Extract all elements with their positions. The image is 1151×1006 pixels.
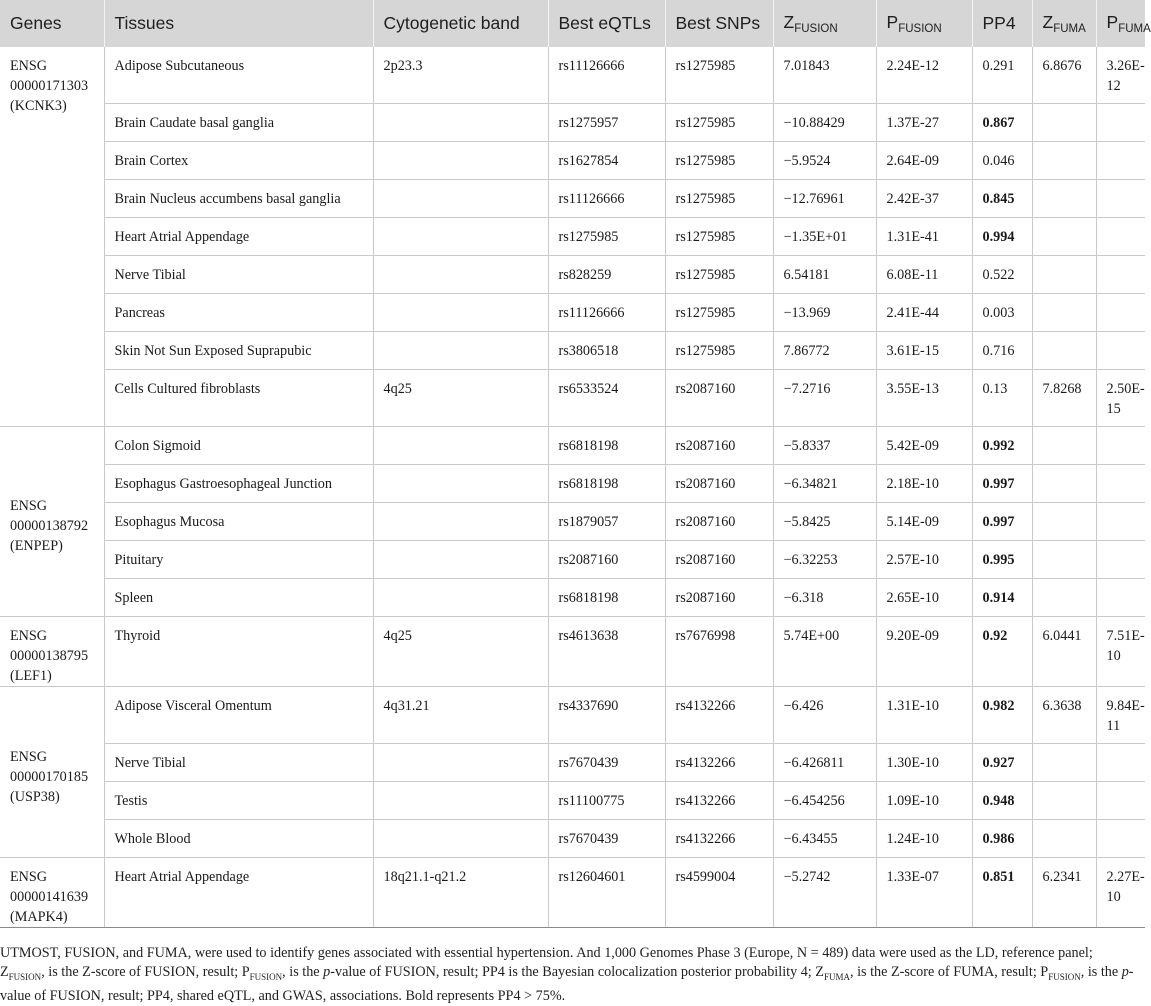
z-fusion-cell: 5.74E+00 — [773, 617, 876, 687]
tissue-cell: Whole Blood — [104, 820, 373, 858]
p-fusion-cell: 2.57E-10 — [876, 541, 972, 579]
z-fusion-cell: −5.8425 — [773, 503, 876, 541]
best-eqtl-cell: rs1275957 — [548, 104, 665, 142]
cytogenetic-band-cell: 4q25 — [373, 617, 548, 687]
p-fusion-cell: 3.61E-15 — [876, 332, 972, 370]
tissue-cell: Heart Atrial Appendage — [104, 858, 373, 928]
best-eqtl-cell: rs6818198 — [548, 579, 665, 617]
z-fuma-cell — [1032, 820, 1096, 858]
p-fuma-cell — [1096, 782, 1145, 820]
z-fusion-cell: 6.54181 — [773, 256, 876, 294]
best-snp-cell: rs1275985 — [665, 180, 773, 218]
z-fuma-cell — [1032, 332, 1096, 370]
gene-cell — [0, 47, 104, 427]
gene-id-line: ENSG — [10, 628, 48, 644]
cytogenetic-band-cell: 4q25 — [373, 370, 548, 427]
pp4-cell: 0.997 — [972, 465, 1032, 503]
z-fuma-cell — [1032, 294, 1096, 332]
p-fuma-cell — [1096, 180, 1145, 218]
gene-symbol: (LEF1) — [10, 668, 52, 684]
table-row — [0, 617, 1145, 687]
pp4-cell: 0.046 — [972, 142, 1032, 180]
cytogenetic-band-cell — [373, 541, 548, 579]
cytogenetic-band-cell: 2p23.3 — [373, 47, 548, 104]
header-z-fusion: $Z_{FUSION}$ — [773, 0, 876, 47]
gene-id-line: 00000138795 — [10, 648, 89, 664]
best-snp-cell: rs2087160 — [665, 579, 773, 617]
tissue-cell: Heart Atrial Appendage — [104, 218, 373, 256]
table-row — [0, 104, 1145, 142]
p-fusion-cell: 2.65E-10 — [876, 579, 972, 617]
pp4-cell: 0.986 — [972, 820, 1032, 858]
header-tissues: Tissues — [104, 0, 373, 47]
gene-id-line: ENSG — [10, 748, 48, 765]
z-fuma-cell — [1032, 579, 1096, 617]
table-row — [0, 142, 1145, 180]
p-fuma-cell — [1096, 427, 1145, 465]
z-fusion-cell: −6.454256 — [773, 782, 876, 820]
p-fuma-cell — [1096, 579, 1145, 617]
tissue-cell: Nerve Tibial — [104, 744, 373, 782]
table-row — [0, 744, 1145, 782]
z-fusion-cell: −6.318 — [773, 579, 876, 617]
pp4-cell: 0.994 — [972, 218, 1032, 256]
gene-cell — [0, 617, 104, 687]
best-eqtl-cell: rs1879057 — [548, 503, 665, 541]
z-fuma-cell — [1032, 104, 1096, 142]
header-pp4: PP4 — [972, 0, 1032, 47]
table-row — [0, 180, 1145, 218]
cytogenetic-band-cell — [373, 218, 548, 256]
header-row — [0, 0, 1145, 47]
p-fuma-cell: 9.84E-11 — [1096, 687, 1145, 744]
header-p-fuma: $P_{FUMA}$ — [1096, 0, 1145, 47]
p-fusion-cell: 5.42E-09 — [876, 427, 972, 465]
best-eqtl-cell: rs7670439 — [548, 820, 665, 858]
table-row — [0, 218, 1145, 256]
tissue-cell: Thyroid — [104, 617, 373, 687]
best-eqtl-cell: rs7670439 — [548, 744, 665, 782]
table-row — [0, 294, 1145, 332]
tissue-cell: Nerve Tibial — [104, 256, 373, 294]
best-snp-cell: rs2087160 — [665, 541, 773, 579]
best-snp-cell: rs4599004 — [665, 858, 773, 928]
z-fusion-cell: −12.76961 — [773, 180, 876, 218]
cytogenetic-band-cell — [373, 256, 548, 294]
z-fuma-cell — [1032, 256, 1096, 294]
header-cytogenetic-band: Cytogenetic band — [373, 0, 548, 47]
tissue-cell: Cells Cultured fibroblasts — [104, 370, 373, 427]
p-fuma-cell — [1096, 294, 1145, 332]
best-snp-cell: rs4132266 — [665, 820, 773, 858]
p-fusion-cell: 9.20E-09 — [876, 617, 972, 687]
gene-symbol: (ENPEP) — [10, 538, 63, 554]
best-eqtl-cell: rs6818198 — [548, 427, 665, 465]
gene-cell — [0, 858, 104, 928]
table-row — [0, 820, 1145, 858]
p-fuma-cell — [1096, 142, 1145, 180]
pp4-cell: 0.851 — [972, 858, 1032, 928]
p-fuma-cell — [1096, 465, 1145, 503]
best-eqtl-cell: rs11126666 — [548, 294, 665, 332]
gene-cell — [0, 427, 104, 617]
p-fuma-cell — [1096, 104, 1145, 142]
tissue-cell: Skin Not Sun Exposed Suprapubic — [104, 332, 373, 370]
p-fusion-cell: 6.08E-11 — [876, 256, 972, 294]
best-snp-cell: rs1275985 — [665, 104, 773, 142]
pp4-cell: 0.845 — [972, 180, 1032, 218]
p-fusion-cell: 2.24E-12 — [876, 47, 972, 104]
pp4-cell: 0.997 — [972, 503, 1032, 541]
cytogenetic-band-cell — [373, 503, 548, 541]
cytogenetic-band-cell — [373, 820, 548, 858]
p-fusion-cell: 2.18E-10 — [876, 465, 972, 503]
header-best-snps: Best SNPs — [665, 0, 773, 47]
best-eqtl-cell: rs6818198 — [548, 465, 665, 503]
pp4-cell: 0.914 — [972, 579, 1032, 617]
p-fuma-cell: 7.51E-10 — [1096, 617, 1145, 687]
gene-id-line: ENSG — [10, 869, 48, 885]
best-eqtl-cell: rs11100775 — [548, 782, 665, 820]
gene-symbol: (USP38) — [10, 788, 60, 805]
z-fuma-cell — [1032, 782, 1096, 820]
cytogenetic-band-cell — [373, 579, 548, 617]
tissue-cell: Brain Cortex — [104, 142, 373, 180]
z-fuma-cell — [1032, 744, 1096, 782]
tissue-cell: Esophagus Gastroesophageal Junction — [104, 465, 373, 503]
z-fuma-cell: 6.3638 — [1032, 687, 1096, 744]
gene-cell — [0, 687, 104, 858]
pp4-cell: 0.92 — [972, 617, 1032, 687]
z-fusion-cell: −13.969 — [773, 294, 876, 332]
p-fusion-cell: 1.24E-10 — [876, 820, 972, 858]
p-fusion-cell: 1.09E-10 — [876, 782, 972, 820]
z-fusion-cell: −6.43455 — [773, 820, 876, 858]
header-best-eqtls: Best eQTLs — [548, 0, 665, 47]
best-eqtl-cell: rs12604601 — [548, 858, 665, 928]
best-eqtl-cell: rs4337690 — [548, 687, 665, 744]
cytogenetic-band-cell — [373, 332, 548, 370]
pp4-cell: 0.522 — [972, 256, 1032, 294]
cytogenetic-band-cell — [373, 744, 548, 782]
z-fusion-cell: −1.35E+01 — [773, 218, 876, 256]
z-fusion-cell: 7.01843 — [773, 47, 876, 104]
pp4-cell: 0.995 — [972, 541, 1032, 579]
z-fuma-cell — [1032, 218, 1096, 256]
gene-id-line: 00000141639 — [10, 889, 89, 905]
gene-symbol: (KCNK3) — [10, 98, 67, 114]
best-snp-cell: rs2087160 — [665, 465, 773, 503]
pp4-cell: 0.982 — [972, 687, 1032, 744]
best-snp-cell: rs4132266 — [665, 744, 773, 782]
header-z-fuma: $Z_{FUMA}$ — [1032, 0, 1096, 47]
z-fuma-cell — [1032, 180, 1096, 218]
z-fuma-cell — [1032, 427, 1096, 465]
z-fuma-cell: 6.2341 — [1032, 858, 1096, 928]
table-row — [0, 579, 1145, 617]
z-fusion-cell: −5.9524 — [773, 142, 876, 180]
gene-id-line: 00000170185 — [10, 768, 89, 785]
best-snp-cell: rs1275985 — [665, 142, 773, 180]
best-snp-cell: rs1275985 — [665, 294, 773, 332]
best-eqtl-cell: rs1627854 — [548, 142, 665, 180]
z-fuma-cell — [1032, 503, 1096, 541]
table-row — [0, 465, 1145, 503]
z-fuma-cell — [1032, 465, 1096, 503]
z-fusion-cell: −6.34821 — [773, 465, 876, 503]
p-fusion-cell: 1.30E-10 — [876, 744, 972, 782]
best-eqtl-cell: rs6533524 — [548, 370, 665, 427]
gene-id-line: 00000138792 — [10, 518, 89, 534]
best-snp-cell: rs1275985 — [665, 332, 773, 370]
p-fuma-cell — [1096, 820, 1145, 858]
p-fusion-cell: 1.31E-41 — [876, 218, 972, 256]
z-fuma-cell: 6.8676 — [1032, 47, 1096, 104]
z-fusion-cell: −7.2716 — [773, 370, 876, 427]
p-fusion-cell: 1.31E-10 — [876, 687, 972, 744]
best-snp-cell: rs1275985 — [665, 218, 773, 256]
p-fusion-cell: 5.14E-09 — [876, 503, 972, 541]
best-snp-cell: rs4132266 — [665, 687, 773, 744]
pp4-cell: 0.003 — [972, 294, 1032, 332]
table-row — [0, 503, 1145, 541]
p-fusion-cell: 1.37E-27 — [876, 104, 972, 142]
cytogenetic-band-cell — [373, 427, 548, 465]
cytogenetic-band-cell: 4q31.21 — [373, 687, 548, 744]
best-eqtl-cell: rs3806518 — [548, 332, 665, 370]
p-fuma-cell — [1096, 256, 1145, 294]
z-fusion-cell: −5.8337 — [773, 427, 876, 465]
tissue-cell: Pancreas — [104, 294, 373, 332]
p-fusion-cell: 1.33E-07 — [876, 858, 972, 928]
z-fuma-cell: 7.8268 — [1032, 370, 1096, 427]
table-row — [0, 541, 1145, 579]
best-eqtl-cell: rs2087160 — [548, 541, 665, 579]
table-row — [0, 47, 1145, 104]
p-fuma-cell: 3.26E-12 — [1096, 47, 1145, 104]
gene-id-line: ENSG — [10, 498, 48, 514]
table-row — [0, 687, 1145, 744]
gene-symbol: (MAPK4) — [10, 909, 68, 925]
z-fusion-cell: −6.426 — [773, 687, 876, 744]
table-footnote: UTMOST, FUSION, and FUMA, were used to identify genes associated with essential hypertension. And 1,000 Genomes Phase 3 (Europe, N = 489) data were used as the LD, reference panel; $Z_{FUSION}$, is the Z-score of FUSION, result; $P_{FUSION}$, is the p-value of FUSION, result; PP4 is the Bayesian colocalization posterior probability 4; $Z_{FUMA}$, is the Z-score of FUMA, result; $P_{FUSION}$, is the p-value of FUSION, result; PP4, shared eQTL, and GWAS, associations. Bold represents PP4 > 75%. — [0, 945, 1134, 1004]
p-fusion-cell: 2.41E-44 — [876, 294, 972, 332]
z-fusion-cell: −10.88429 — [773, 104, 876, 142]
best-snp-cell: rs7676998 — [665, 617, 773, 687]
tissue-cell: Brain Nucleus accumbens basal ganglia — [104, 180, 373, 218]
cytogenetic-band-cell — [373, 782, 548, 820]
p-fuma-cell — [1096, 541, 1145, 579]
table-row — [0, 370, 1145, 427]
tissue-cell: Brain Caudate basal ganglia — [104, 104, 373, 142]
p-fusion-cell: 3.55E-13 — [876, 370, 972, 427]
best-snp-cell: rs2087160 — [665, 503, 773, 541]
best-snp-cell: rs2087160 — [665, 427, 773, 465]
best-snp-cell: rs1275985 — [665, 47, 773, 104]
tissue-cell: Adipose Visceral Omentum — [104, 687, 373, 744]
best-eqtl-cell: rs1275985 — [548, 218, 665, 256]
z-fuma-cell — [1032, 541, 1096, 579]
cytogenetic-band-cell — [373, 180, 548, 218]
pp4-cell: 0.291 — [972, 47, 1032, 104]
tissue-cell: Colon Sigmoid — [104, 427, 373, 465]
pp4-cell: 0.992 — [972, 427, 1032, 465]
z-fusion-cell: −5.2742 — [773, 858, 876, 928]
pp4-cell: 0.948 — [972, 782, 1032, 820]
table-row — [0, 256, 1145, 294]
p-fuma-cell — [1096, 503, 1145, 541]
header-p-fusion: $P_{FUSION}$ — [876, 0, 972, 47]
tissue-cell: Pituitary — [104, 541, 373, 579]
table-row — [0, 782, 1145, 820]
p-fuma-cell — [1096, 332, 1145, 370]
best-eqtl-cell: rs11126666 — [548, 47, 665, 104]
z-fusion-cell: −6.32253 — [773, 541, 876, 579]
best-eqtl-cell: rs828259 — [548, 256, 665, 294]
z-fusion-cell: 7.86772 — [773, 332, 876, 370]
pp4-cell: 0.716 — [972, 332, 1032, 370]
best-snp-cell: rs2087160 — [665, 370, 773, 427]
tissue-cell: Spleen — [104, 579, 373, 617]
tissue-cell: Adipose Subcutaneous — [104, 47, 373, 104]
best-snp-cell: rs4132266 — [665, 782, 773, 820]
best-eqtl-cell: rs11126666 — [548, 180, 665, 218]
z-fusion-cell: −6.426811 — [773, 744, 876, 782]
z-fuma-cell — [1032, 142, 1096, 180]
cytogenetic-band-cell — [373, 465, 548, 503]
best-eqtl-cell: rs4613638 — [548, 617, 665, 687]
gene-id-line: ENSG — [10, 58, 48, 74]
cytogenetic-band-cell — [373, 142, 548, 180]
p-fuma-cell: 2.27E-10 — [1096, 858, 1145, 928]
tissue-cell: Testis — [104, 782, 373, 820]
pp4-cell: 0.927 — [972, 744, 1032, 782]
table-row — [0, 332, 1145, 370]
pp4-cell: 0.13 — [972, 370, 1032, 427]
gene-id-line: 00000171303 — [10, 78, 89, 94]
tissue-cell: Esophagus Mucosa — [104, 503, 373, 541]
table-row — [0, 427, 1145, 465]
cytogenetic-band-cell: 18q21.1-q21.2 — [373, 858, 548, 928]
p-fuma-cell: 2.50E-15 — [1096, 370, 1145, 427]
table-row — [0, 858, 1145, 928]
p-fusion-cell: 2.42E-37 — [876, 180, 972, 218]
z-fuma-cell: 6.0441 — [1032, 617, 1096, 687]
cytogenetic-band-cell — [373, 294, 548, 332]
header-genes: Genes — [0, 0, 104, 47]
pp4-cell: 0.867 — [972, 104, 1032, 142]
best-snp-cell: rs1275985 — [665, 256, 773, 294]
p-fuma-cell — [1096, 744, 1145, 782]
p-fuma-cell — [1096, 218, 1145, 256]
cytogenetic-band-cell — [373, 104, 548, 142]
p-fusion-cell: 2.64E-09 — [876, 142, 972, 180]
